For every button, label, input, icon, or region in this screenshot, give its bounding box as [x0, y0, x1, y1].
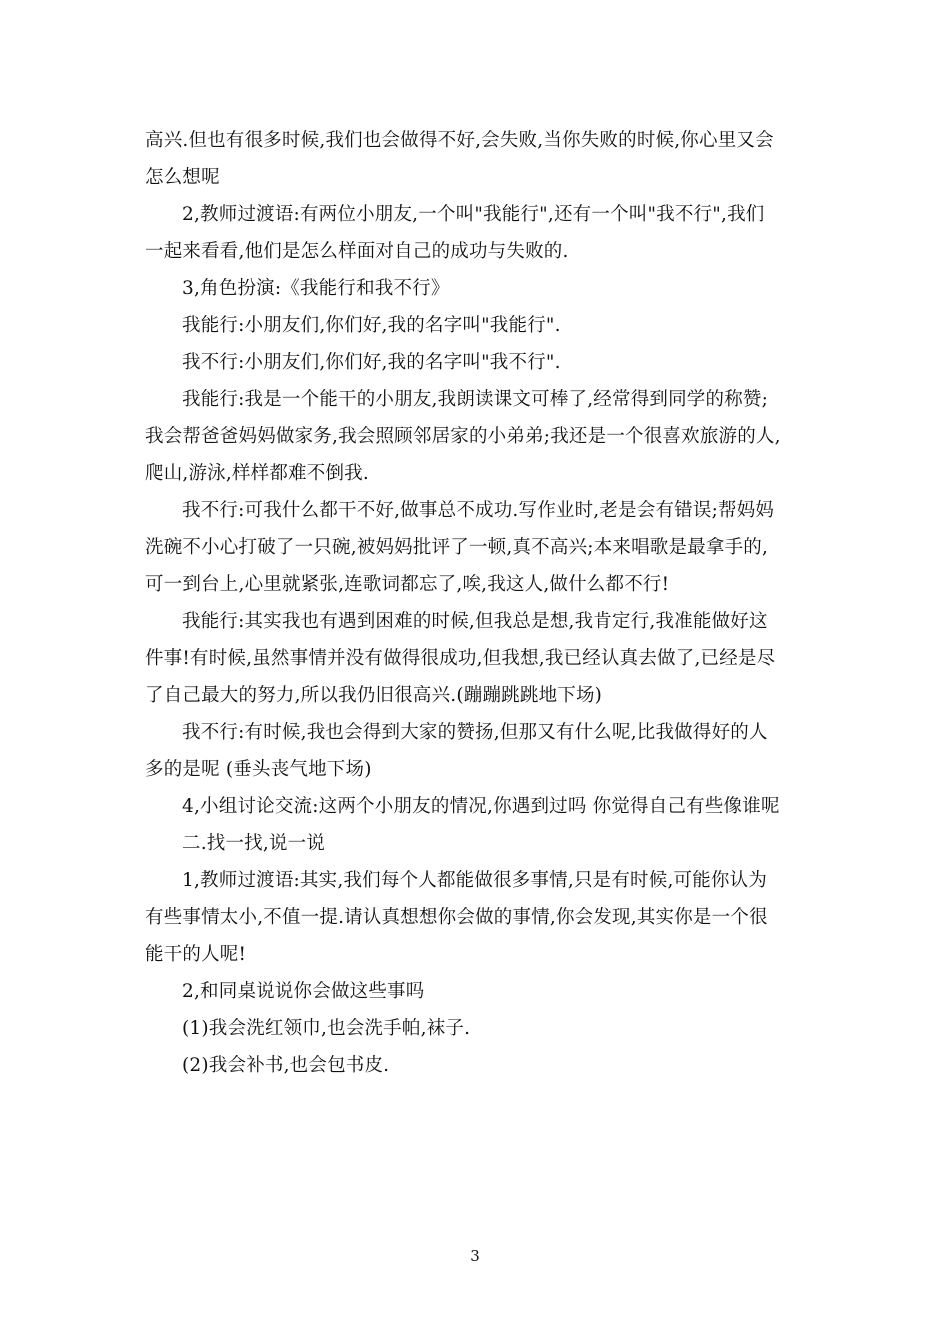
text-line: 怎么想呢: [145, 167, 220, 188]
text-line: 我能行:其实我也有遇到困难的时候,但我总是想,我肯定行,我准能做好这: [182, 611, 768, 632]
text-line: 我不行:可我什么都干不好,做事总不成功.写作业时,老是会有错误;帮妈妈: [182, 500, 775, 521]
list-item: (2)我会补书,也会包书皮.: [182, 1055, 390, 1076]
text-line: 我能行:小朋友们,你们好,我的名字叫"我能行".: [182, 315, 561, 336]
text-line: 爬山,游泳,样样都难不倒我.: [145, 463, 369, 484]
text-line: 高兴.但也有很多时候,我们也会做得不好,会失败,当你失败的时候,你心里又会: [145, 130, 774, 151]
list-item: (1)我会洗红领巾,也会洗手帕,袜子.: [182, 1018, 471, 1039]
text-line: 了自己最大的努力,所以我仍旧很高兴.(蹦蹦跳跳地下场): [145, 685, 603, 706]
text-line: 我不行:小朋友们,你们好,我的名字叫"我不行".: [182, 352, 561, 373]
text-line: 3,角色扮演:《我能行和我不行》: [182, 278, 450, 299]
page-number: 3: [470, 1247, 480, 1265]
text-line: 2,教师过渡语:有两位小朋友,一个叫"我能行",还有一个叫"我不行",我们: [182, 204, 765, 225]
text-line: 洗碗不小心打破了一只碗,被妈妈批评了一顿,真不高兴;本来唱歌是最拿手的,: [145, 537, 769, 558]
text-line: 可一到台上,心里就紧张,连歌词都忘了,唉,我这人,做什么都不行!: [145, 574, 670, 595]
text-line: 我不行:有时候,我也会得到大家的赞扬,但那又有什么呢,比我做得好的人: [182, 722, 768, 743]
section-heading: 二.找一找,说一说: [182, 833, 326, 854]
text-line: 我能行:我是一个能干的小朋友,我朗读课文可棒了,经常得到同学的称赞;: [182, 389, 769, 410]
text-line: 1,教师过渡语:其实,我们每个人都能做很多事情,只是有时候,可能你认为: [182, 870, 768, 891]
text-line: 我会帮爸爸妈妈做家务,我会照顾邻居家的小弟弟;我还是一个很喜欢旅游的人,: [145, 426, 781, 447]
text-line: 件事!有时候,虽然事情并没有做得很成功,但我想,我已经认真去做了,已经是尽: [145, 648, 776, 669]
document-body: [145, 122, 825, 1084]
text-line: 有些事情太小,不值一提.请认真想想你会做的事情,你会发现,其实你是一个很: [145, 907, 768, 928]
text-line: 能干的人呢!: [145, 944, 247, 965]
text-line: 多的是呢 (垂头丧气地下场): [145, 759, 372, 780]
text-line: 4,小组讨论交流:这两个小朋友的情况,你遇到过吗 你觉得自己有些像谁呢: [182, 796, 780, 817]
text-line: 一起来看看,他们是怎么样面对自己的成功与失败的.: [145, 241, 569, 262]
text-line: 2,和同桌说说你会做这些事吗: [182, 981, 425, 1002]
